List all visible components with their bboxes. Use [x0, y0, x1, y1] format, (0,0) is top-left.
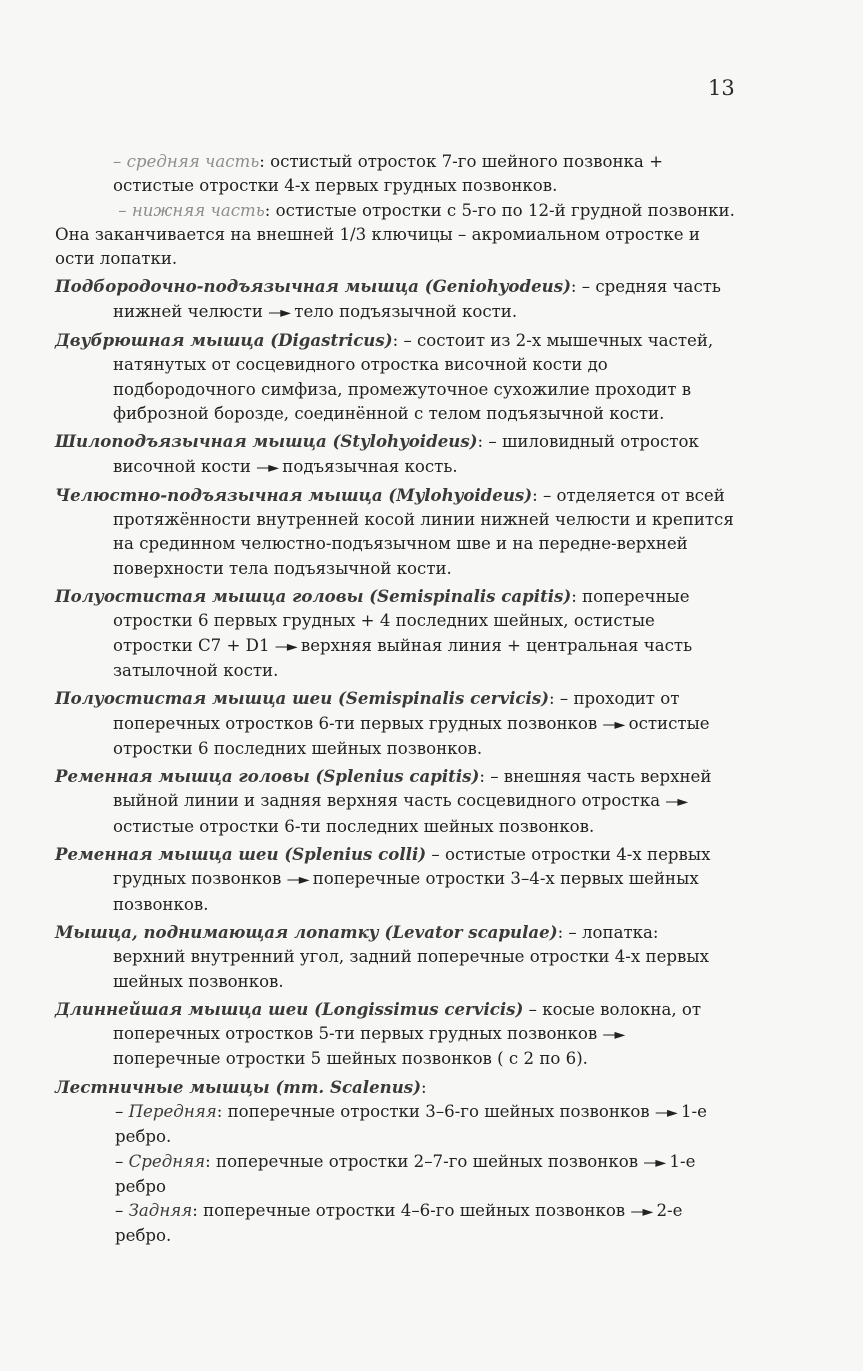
muscle-description-continued: поперечные отростки 3–4-х первых шейных позвонков. — [113, 869, 699, 914]
arrow-right-icon: —► — [643, 1154, 665, 1171]
muscle-description-continued: подъязычная кость. — [282, 456, 458, 476]
muscle-entry — [55, 328, 735, 426]
muscle-description: : поперечные отростки 6 первых грудных + 4 последних шейных, остистые отростки С7 + D1 — [113, 587, 690, 655]
muscle-term: Ременная мышца шеи (Splenius colli) — [55, 844, 427, 865]
arrow-right-icon: —► — [256, 459, 277, 476]
muscle-term: Шилоподъязычная мышца (Stylohyoideus) — [55, 431, 478, 452]
arrow-right-icon: —► — [665, 794, 687, 811]
scalene-dash: – — [115, 1101, 129, 1121]
muscle-entry — [55, 764, 735, 839]
scalenes-block — [55, 1075, 735, 1249]
muscle-term: Двубрюшная мышца (Digastricus) — [55, 330, 393, 351]
arrow-right-icon: —► — [268, 304, 289, 321]
scalene-target: 2-е ребро. — [115, 1201, 683, 1246]
scalene-description: : поперечные отростки 4–6-го шейных позвонков — [192, 1201, 626, 1221]
scalene-item — [55, 1150, 735, 1200]
scalenes-heading: Лестничные мышцы (mm. Scalenus): — [55, 1076, 427, 1097]
muscle-description: : – внешняя часть верхней выйной линии и задняя верхняя часть сосцевидного отростка — [113, 767, 712, 811]
lower-part-term: нижняя часть — [131, 200, 265, 220]
arrow-right-icon: —► — [274, 638, 296, 655]
muscle-entry — [55, 997, 735, 1072]
muscle-term: Мышца, поднимающая лопатку (Levator scapulae) — [55, 921, 558, 942]
muscle-term: Подбородочно-подъязычная мышца (Geniohyodeus) — [55, 276, 571, 297]
muscle-entry — [55, 483, 735, 581]
page-body — [55, 150, 735, 1249]
muscle-description-continued: поперечные отростки 5 шейных позвонков ( с 2 по 6). — [113, 1049, 588, 1069]
arrow-right-icon: —► — [630, 1204, 652, 1221]
scalene-target: 1-е ребро — [115, 1151, 696, 1196]
muscle-description: : – состоит из 2-х мышечных частей, натянутых от сосцевидного отростка височной кости до подбородочного симфиза, промежуточное сухожилие проходит в фиброзной борозде, соединённой с телом подъязычной кости. — [113, 331, 714, 423]
scalene-description: : поперечные отростки 2–7-го шейных позвонков — [205, 1151, 639, 1171]
scalene-dash: – — [115, 1151, 129, 1171]
scalene-name: Передняя — [128, 1101, 217, 1121]
middle-part-line: – средняя часть: остистый отросток 7-го шейного позвонка + остистые отростки 4-х первых грудных позвонков. — [113, 152, 663, 196]
muscle-description: : – лопатка: верхний внутренний угол, задний поперечные отростки 4-х первых шейных позвонков. — [113, 922, 709, 991]
muscle-entry — [55, 429, 735, 480]
muscle-term: Полуостистая мышца шеи (Semispinalis cervicis) — [55, 688, 550, 709]
muscle-entry — [55, 842, 735, 917]
scalene-item — [55, 1199, 735, 1249]
muscle-entry — [55, 920, 735, 994]
muscle-term: Челюстно-подъязычная мышца (Mylohyoideus) — [55, 484, 533, 505]
scalene-target: 1-е ребро. — [115, 1101, 707, 1147]
muscle-description: : – шиловидный отросток височной кости — [113, 432, 699, 476]
muscle-description-continued: остистые отростки 6 последних шейных позвонков. — [113, 713, 710, 758]
muscle-entries-list — [55, 274, 735, 1071]
muscle-description: : – средняя часть нижней челюсти — [113, 277, 721, 321]
scalenes-term: Лестничные мышцы (mm. Scalenus) — [55, 1076, 421, 1097]
arrow-right-icon: —► — [286, 872, 308, 889]
arrow-right-icon: —► — [654, 1104, 676, 1121]
insertion-line — [55, 223, 735, 272]
muscle-description-continued: верхняя выйная линия + центральная часть затылочной кости. — [113, 635, 693, 680]
lower-part-text: : остистые отростки с 5-го по 12-й грудной позвонки. — [264, 200, 735, 220]
muscle-term: Ременная мышца головы (Splenius capitis) — [55, 766, 480, 787]
page-number: 13 — [708, 76, 735, 100]
insertion-text: Она заканчивается на внешней 1/3 ключицы – акромиальном отростке и ости лопатки. — [55, 224, 700, 269]
muscle-entry — [55, 274, 735, 325]
muscle-description: – остистые отростки 4-х первых грудных позвонков — [113, 845, 711, 889]
muscle-entry — [55, 584, 735, 683]
muscle-description-continued: тело подъязычной кости. — [294, 301, 518, 321]
arrow-right-icon: —► — [602, 1027, 624, 1044]
muscle-description: : – проходит от поперечных отростков 6-ти первых грудных позвонков — [113, 689, 680, 733]
scalene-item — [55, 1100, 735, 1150]
middle-part-text: : остистый отросток 7-го шейного позвонка + остистые отростки 4-х первых грудных позвонков. — [113, 152, 663, 196]
scalenes-list — [55, 1100, 735, 1249]
muscle-term: Полуостистая мышца головы (Semispinalis capitis) — [55, 586, 572, 607]
muscle-description: : – отделяется от всей протяжённости внутренней косой линии нижней челюсти и крепится на срединном челюстно-подъязычном шве и на передне-верхней поверхности тела подъязычной кости. — [113, 485, 734, 578]
muscle-entry — [55, 686, 735, 761]
scalene-name: Задняя — [128, 1201, 193, 1221]
muscle-term: Длиннейшая мышца шеи (Longissimus cervicis) — [55, 998, 524, 1019]
muscle-description-continued: остистые отростки 6-ти последних шейных позвонков. — [113, 816, 595, 836]
arrow-right-icon: —► — [602, 716, 624, 733]
scalene-name: Средняя — [128, 1151, 206, 1171]
scalene-dash: – — [115, 1201, 129, 1221]
scalene-description: : поперечные отростки 3–6-го шейных позвонков — [216, 1101, 650, 1121]
lower-part-line: – нижняя часть: остистые отростки с 5-го по 12-й грудной позвонки. — [118, 200, 735, 220]
middle-part-term: средняя часть — [126, 152, 260, 171]
muscle-description: – косые волокна, от поперечных отростков 5-ти первых грудных позвонков — [113, 999, 702, 1044]
